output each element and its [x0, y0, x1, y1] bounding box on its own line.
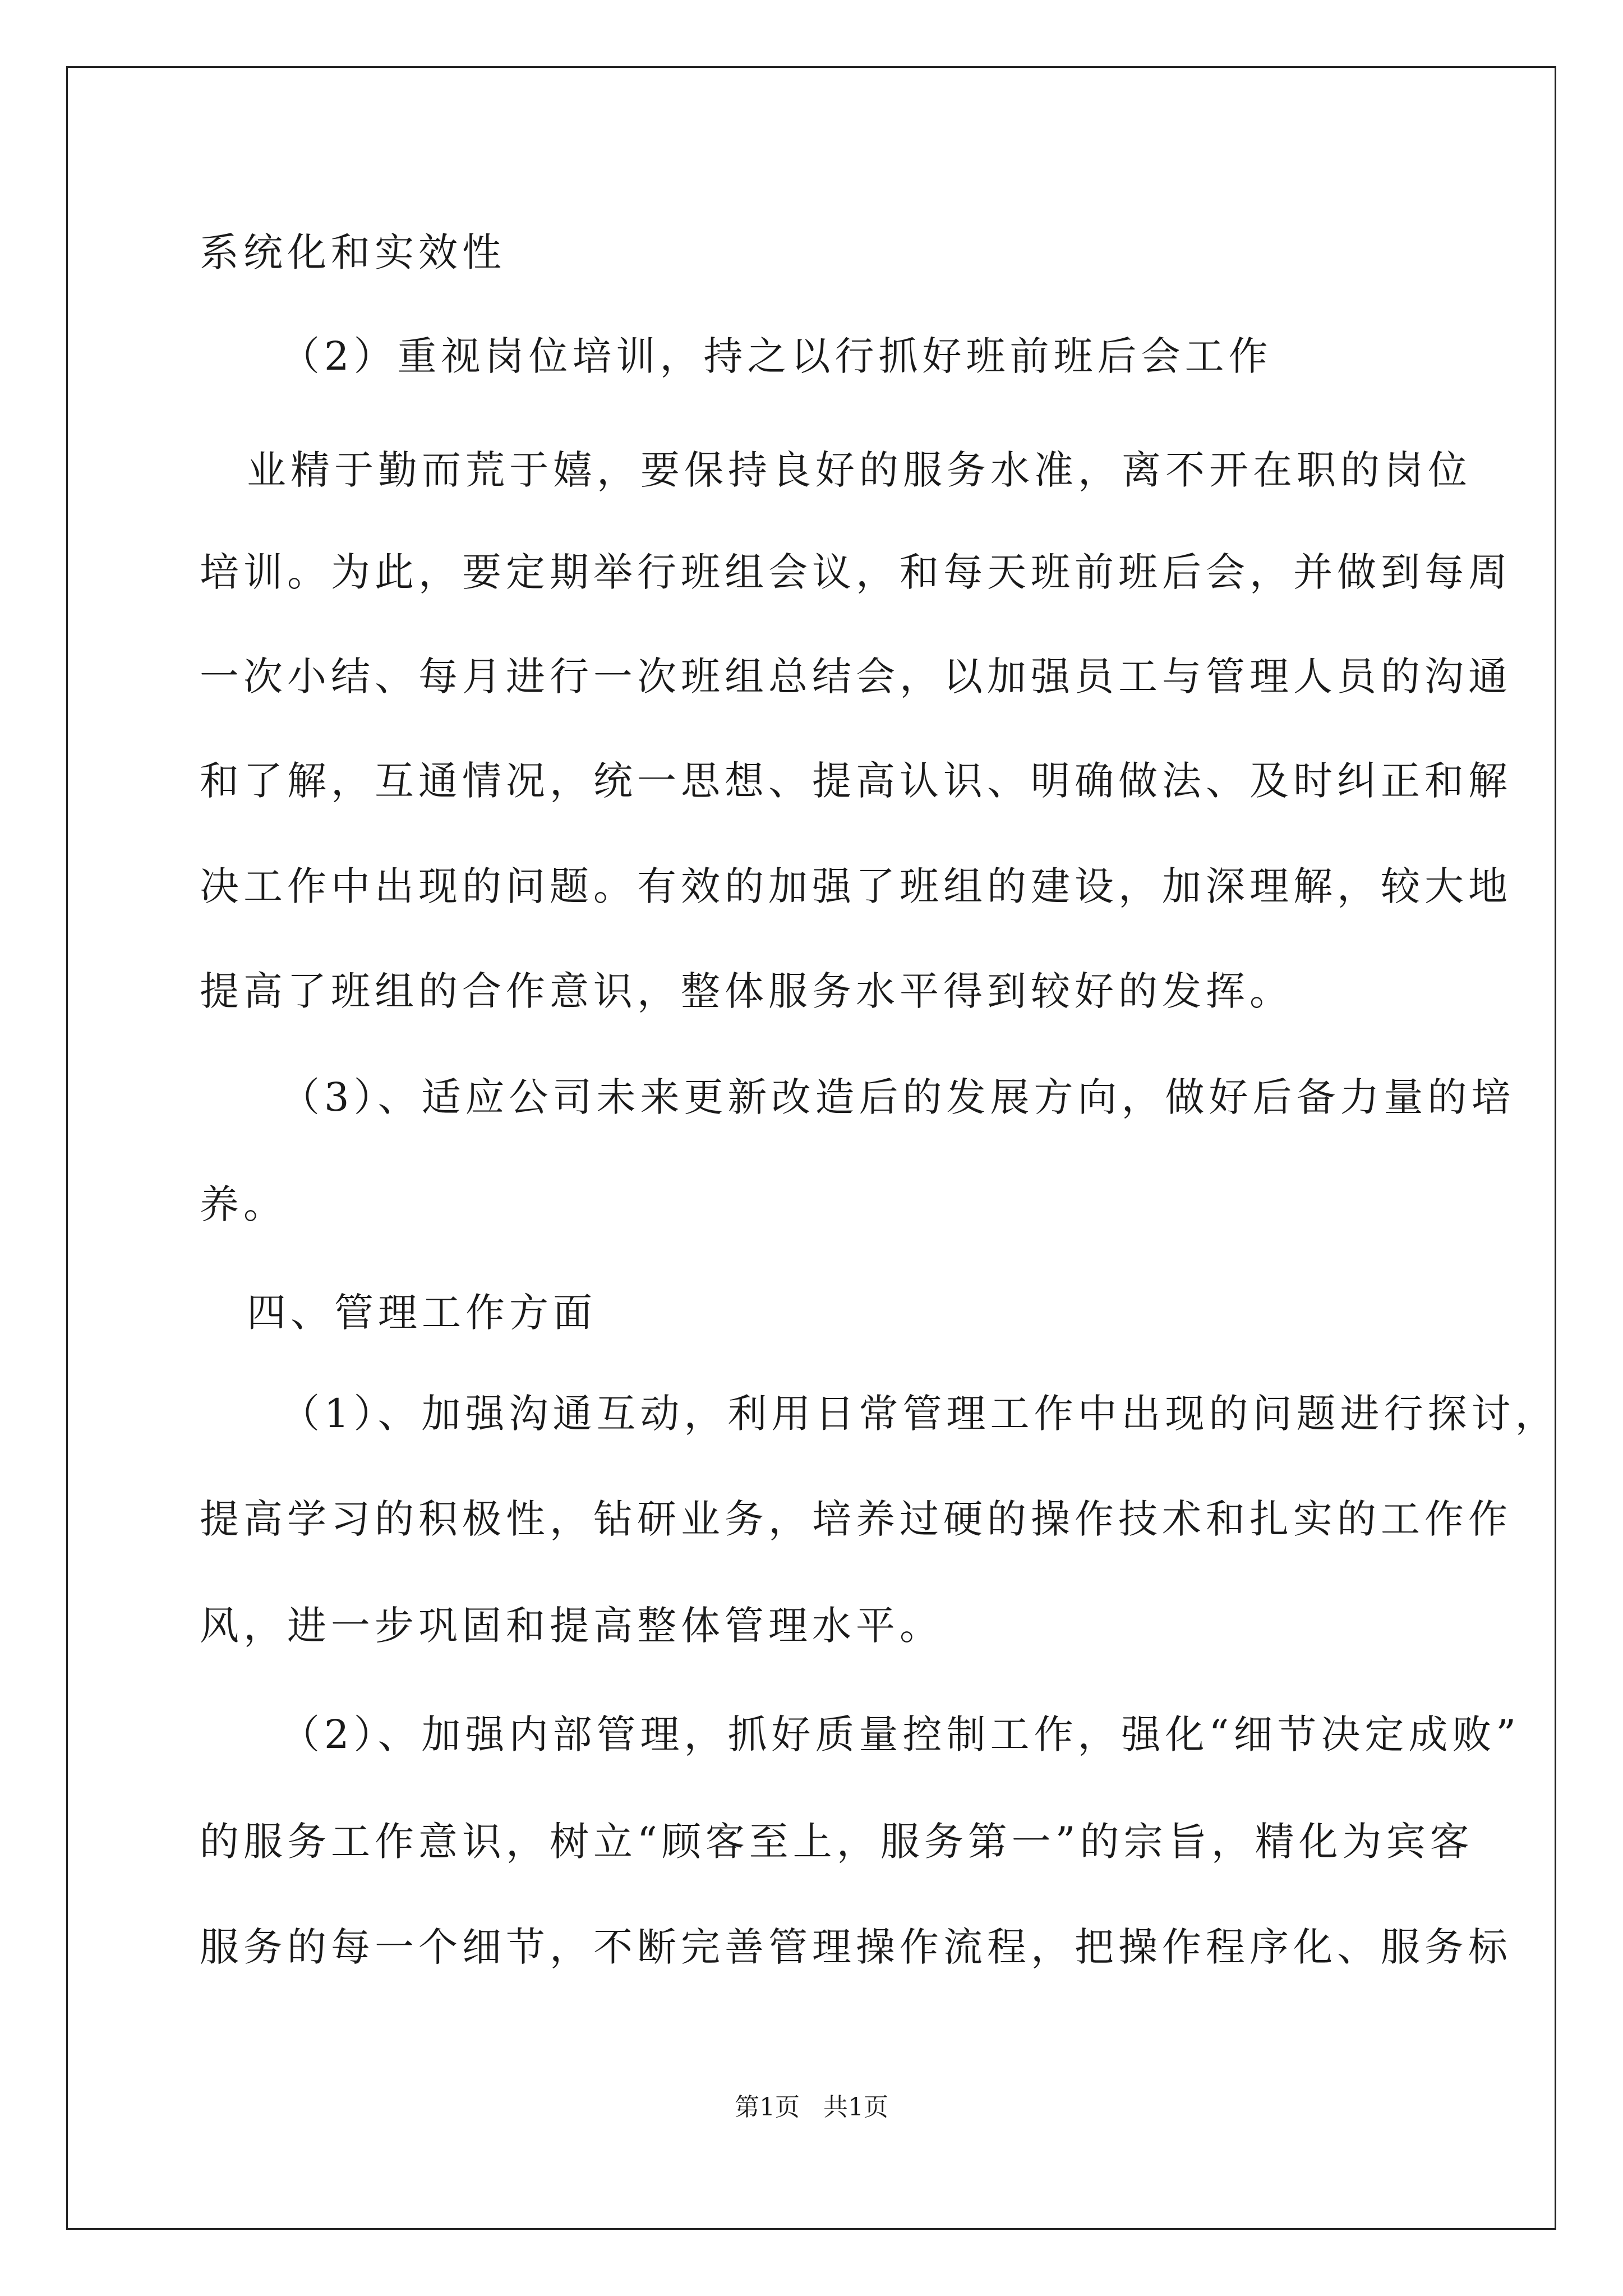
section-heading-4: 四、管理工作方面 [247, 1290, 597, 1336]
text-line-5: 一次小结、每月进行一次班组总结会，以加强员工与管理人员的沟通 [200, 654, 1512, 700]
text-line-3: 业精于勤而荒于嬉，要保持良好的服务水准，离不开在职的岗位 [247, 447, 1472, 493]
section-heading-2: （2）重视岗位培训，持之以行抓好班前班后会工作 [280, 333, 1272, 379]
page-border [66, 66, 1556, 2230]
page-number-footer: 第1页 共1页 [735, 2093, 888, 2122]
subsection-heading-2: （2）、加强内部管理，抓好质量控制工作，强化“细节决定成败” [280, 1711, 1521, 1757]
section-heading-3: （3）、适应公司未来更新改造后的发展方向，做好后备力量的培 [280, 1074, 1515, 1120]
text-line-1: 系统化和实效性 [200, 229, 506, 275]
text-line-17: 服务的每一个细节，不断完善管理操作流程，把操作程序化、服务标 [200, 1924, 1512, 1970]
text-line-16: 的服务工作意识，树立“顾客至上，服务第一”的宗旨，精化为宾客 [200, 1819, 1474, 1865]
text-line-8: 提高了班组的合作意识，整体服务水平得到较好的发挥。 [200, 968, 1293, 1014]
text-line-10: 养。 [200, 1181, 287, 1227]
text-line-4: 培训。为此，要定期举行班组会议，和每天班前班后会，并做到每周 [200, 549, 1512, 595]
text-line-7: 决工作中出现的问题。有效的加强了班组的建设，加深理解，较大地 [200, 863, 1512, 909]
text-line-6: 和了解，互通情况，统一思想、提高认识、明确做法、及时纠正和解 [200, 758, 1512, 804]
text-line-13: 提高学习的积极性，钻研业务，培养过硬的操作技术和扎实的工作作 [200, 1496, 1512, 1542]
subsection-heading-1: （1）、加强沟通互动，利用日常管理工作中出现的问题进行探讨， [280, 1391, 1559, 1437]
text-line-14: 风，进一步巩固和提高整体管理水平。 [200, 1603, 943, 1649]
